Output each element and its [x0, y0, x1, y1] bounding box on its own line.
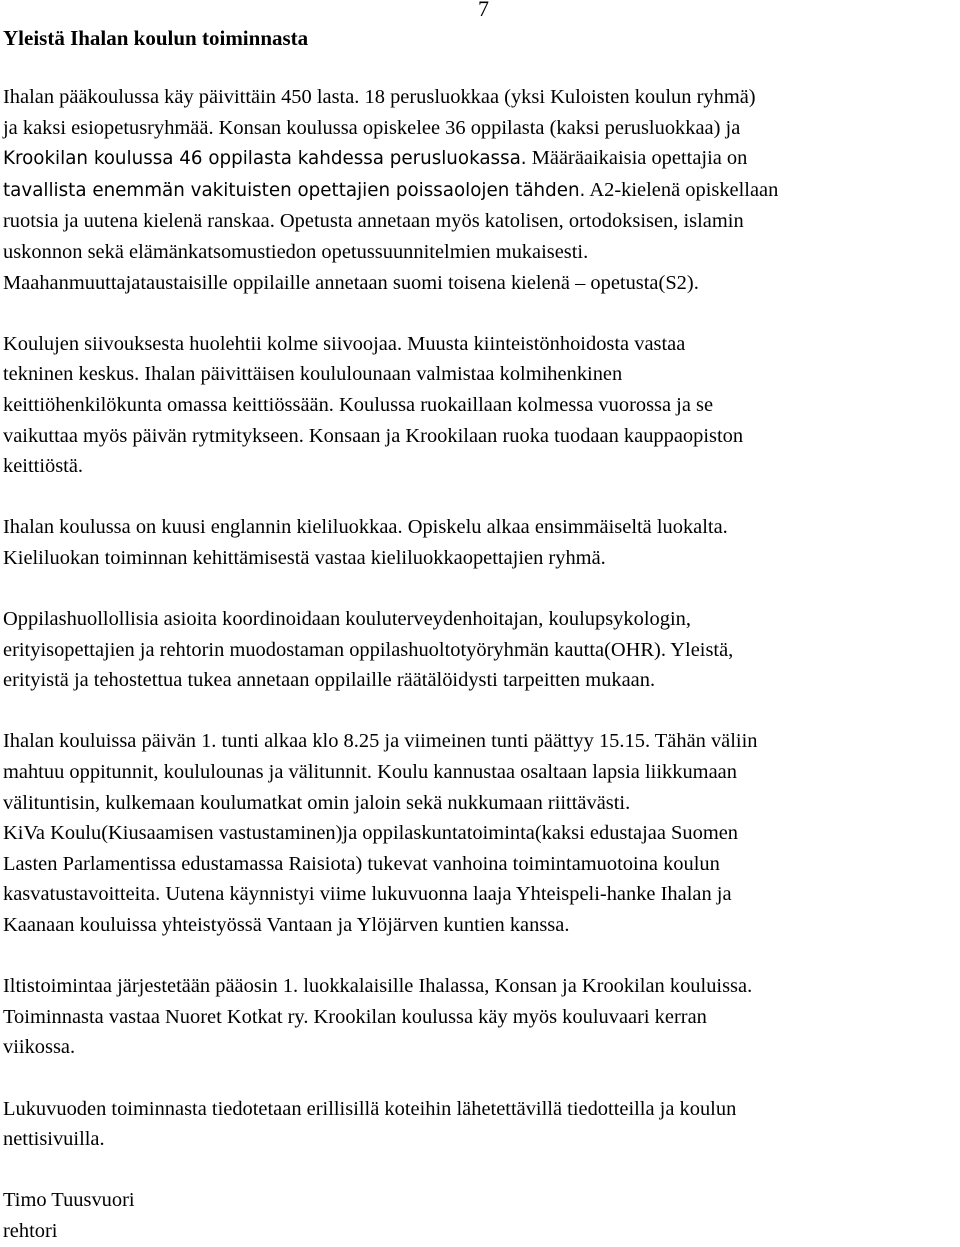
text-segment: tavallista enemmän vakituisten opettajien poissaolojen tähden.: [3, 179, 586, 201]
paragraph-gap: [3, 941, 959, 972]
text-line: [3, 1185, 959, 1216]
page-number: 7: [478, 0, 489, 21]
text-segment: Koulujen siivouksesta huolehtii kolme siivoojaa. Muusta kiinteistönhoidosta vastaa: [3, 332, 686, 355]
text-segment: mahtuu oppitunnit, koululounas ja välitunnit. Koulu kannustaa osaltaan lapsia liikkumaan: [3, 761, 737, 784]
text-segment: välituntisin, kulkemaan koulumatkat omin jaloin sekä nukkumaan riittävästi.: [3, 791, 631, 814]
text-line: [3, 818, 959, 849]
text-segment: erityisopettajien ja rehtorin muodostaman oppilashuoltotyöryhmän kautta(OHR). Yleistä,: [3, 638, 734, 661]
page-title: Yleistä Ihalan koulun toiminnasta: [3, 26, 309, 50]
paragraph-gap: [3, 482, 959, 513]
text-line: [3, 635, 959, 666]
text-segment: Timo Tuusvuori: [3, 1189, 135, 1212]
text-segment: kasvatustavoitteita. Uutena käynnistyi viime lukuvuonna laaja Yhteispeli-hanke Ihalan ja: [3, 883, 732, 906]
text-segment: Kieliluokan toiminnan kehittämisestä vastaa kieliluokkaopettajien ryhmä.: [3, 546, 606, 569]
text-segment: ruotsia ja uutena kielenä ranskaa. Opetusta annetaan myös katolisen, ortodoksisen, islamin: [3, 210, 744, 233]
text-segment: keittiöstä.: [3, 455, 84, 478]
text-segment: Lukuvuoden toiminnasta tiedotetaan erillisillä koteihin lähetettävillä tiedotteilla ja koulun: [3, 1097, 737, 1120]
paragraph-gap: [3, 1063, 959, 1094]
text-segment: viikossa.: [3, 1036, 76, 1059]
text-line: [3, 329, 959, 360]
text-line: [3, 113, 959, 144]
paragraph-gap: [3, 574, 959, 605]
text-line: [3, 359, 959, 390]
text-segment: Iltistoimintaa järjestetään pääosin 1. luokkalaisille Ihalassa, Konsan ja Krookilan kouluissa.: [3, 975, 753, 998]
text-segment: A2-kielenä opiskellaan: [585, 178, 779, 201]
text-line: [3, 1094, 959, 1125]
text-segment: KiVa Koulu(Kiusaamisen vastustaminen)ja oppilaskuntatoiminta(kaksi edustajaa Suomen: [3, 822, 739, 845]
text-line: [3, 757, 959, 788]
text-line: [3, 543, 959, 574]
text-line: [3, 665, 959, 696]
paragraph-gap: [3, 1155, 959, 1186]
text-line: [3, 421, 959, 452]
text-segment: vaikuttaa myös päivän rytmitykseen. Konsaan ja Krookilaan ruoka tuodaan kauppaopiston: [3, 424, 744, 447]
text-line: [3, 512, 959, 543]
text-line: [3, 82, 959, 113]
text-line: [3, 604, 959, 635]
text-segment: Krookilan koulussa 46 oppilasta kahdessa perusluokassa.: [3, 148, 527, 170]
text-segment: keittiöhenkilökunta omassa keittiössään. Koulussa ruokaillaan kolmessa vuorossa ja se: [3, 393, 714, 416]
text-segment: Lasten Parlamentissa edustamassa Raisiota) tukevat vanhoina toimintamuotoina koulun: [3, 852, 720, 875]
paragraph-gap: [3, 696, 959, 727]
text-line: [3, 879, 959, 910]
text-segment: ja kaksi esiopetusryhmää. Konsan koulussa opiskelee 36 oppilasta (kaksi perusluokkaa) ja: [3, 116, 741, 139]
text-segment: Toiminnasta vastaa Nuoret Kotkat ry. Krookilan koulussa käy myös kouluvaari kerran: [3, 1005, 707, 1028]
text-segment: Maahanmuuttajataustaisille oppilaille annetaan suomi toisena kielenä – opetusta(S2).: [3, 271, 699, 294]
text-segment: Oppilashuollollisia asioita koordinoidaan kouluterveydenhoitajan, koulupsykologin,: [3, 608, 691, 631]
text-segment: Kaanaan kouluissa yhteistyössä Vantaan ja Ylöjärven kuntien kanssa.: [3, 914, 570, 937]
text-segment: Ihalan koulussa on kuusi englannin kieliluokkaa. Opiskelu alkaa ensimmäiseltä luokalta.: [3, 516, 728, 539]
text-line: [3, 726, 959, 757]
text-line: [3, 788, 959, 819]
text-line: [3, 206, 959, 237]
text-line: [3, 1002, 959, 1033]
text-line: [3, 1032, 959, 1063]
text-line: [3, 268, 959, 299]
text-segment: Ihalan pääkoulussa käy päivittäin 450 lasta. 18 perusluokkaa (yksi Kuloisten koulun ryhmä): [3, 86, 756, 108]
text-line: [3, 1124, 959, 1155]
text-segment: Ihalan kouluissa päivän 1. tunti alkaa klo 8.25 ja viimeinen tunti päättyy 15.15. Tähän väliin: [3, 730, 758, 753]
text-line: [3, 910, 959, 941]
text-line: [3, 971, 959, 1002]
text-segment: tekninen keskus. Ihalan päivittäisen koululounaan valmistaa kolmihenkinen: [3, 363, 623, 386]
text-line: [3, 143, 959, 175]
text-segment: rehtori: [3, 1219, 58, 1242]
text-segment: uskonnon sekä elämänkatsomustiedon opetussuunnitelmien mukaisesti.: [3, 240, 589, 263]
text-line: [3, 1216, 959, 1247]
text-line: [3, 390, 959, 421]
text-segment: Määräaikaisia opettajia on: [526, 147, 748, 170]
text-segment: erityistä ja tehostettua tukea annetaan oppilaille räätälöidysti tarpeitten mukaan.: [3, 669, 656, 692]
text-segment: nettisivuilla.: [3, 1128, 105, 1151]
text-line: [3, 237, 959, 268]
paragraph-gap: [3, 298, 959, 329]
text-line: [3, 175, 959, 207]
body-text: [3, 82, 959, 1247]
text-line: [3, 451, 959, 482]
text-line: [3, 849, 959, 880]
